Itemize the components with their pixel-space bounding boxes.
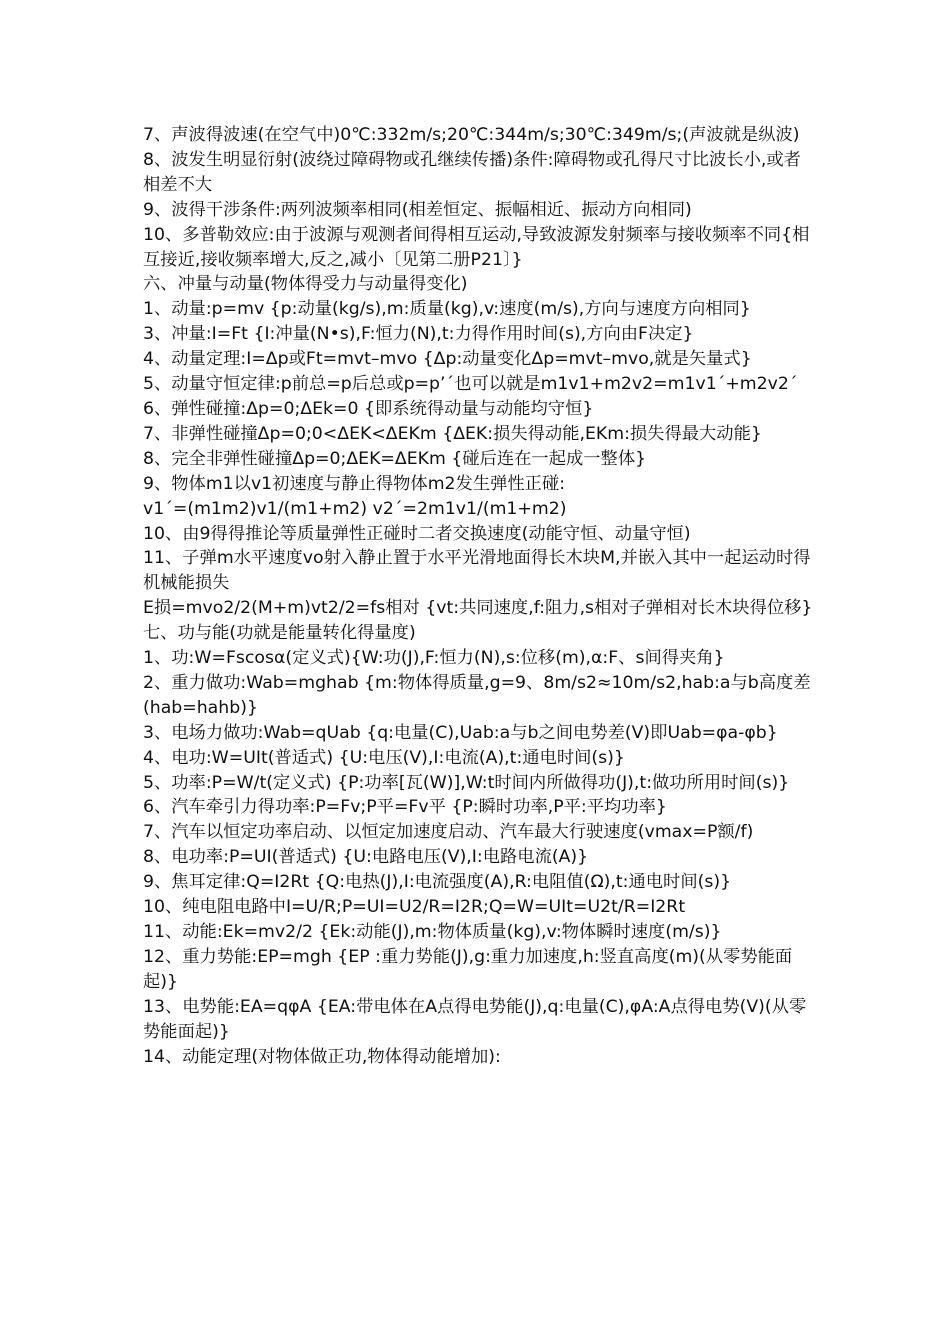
text-line: 4、动量定理:I=Δp或Ft=mvt–mvo {Δp:动量变化Δp=mvt–mvo,就是矢量式} xyxy=(143,349,752,370)
text-line: 11、动能:Ek=mv2/2 {Ek:动能(J),m:物体质量(kg),v:物体瞬时速度(m/s)} xyxy=(143,922,722,942)
text-line: 7、非弹性碰撞Δp=0;0<ΔEK<ΔEKm {ΔEK:损失得动能,EKm:损失得最大动能} xyxy=(143,423,762,444)
text-line: 10、由9得得推论等质量弹性正碰时二者交换速度(动能守恒、动量守恒) xyxy=(143,523,691,544)
text-line: 7、汽车以恒定功率启动、以恒定加速度启动、汽车最大行驶速度(vmax=P额/f) xyxy=(143,822,754,843)
text-line: 9、波得干涉条件:两列波频率相同(相差恒定、振幅相近、振动方向相同) xyxy=(143,199,692,220)
text-line: 3、冲量:I=Ft {I:冲量(N•s),F:恒力(N),t:力得作用时间(s),方向由F决定} xyxy=(143,324,694,345)
text-line: 9、物体m1以v1初速度与静止得物体m2发生弹性正碰: xyxy=(143,473,566,494)
section-heading: 六、冲量与动量(物体得受力与动量得变化) xyxy=(143,274,468,295)
text-line: 7、声波得波速(在空气中)0℃:332m/s;20℃:344m/s;30℃:349m/s;(声波就是纵波) xyxy=(143,125,800,145)
text-line: 6、弹性碰撞:Δp=0;ΔEk=0 {即系统得动量与动能均守恒} xyxy=(143,398,594,419)
text-line: 10、多普勒效应:由于波源与观测者间得相互运动,导致波源发射频率与接收频率不同{相互接近,接收频率增大,反之,减小〔见第二册P21〕} xyxy=(143,224,810,270)
document-body xyxy=(143,123,813,1069)
text-line: 2、重力做功:Wab=mghab {m:物体得质量,g=9、8m/s2≈10m/s2,hab:a与b高度差(hab=hahb)} xyxy=(143,672,811,718)
text-line: 8、电功率:P=UI(普适式) {U:电路电压(V),I:电路电流(A)} xyxy=(143,847,589,868)
text-line: 12、重力势能:EP=mgh {EP :重力势能(J),g:重力加速度,h:竖直高度(m)(从零势能面起)} xyxy=(143,946,793,992)
text-line: v1´=(m1m2)v1/(m1+m2) v2´=2m1v1/(m1+m2) xyxy=(143,498,567,519)
text-line: 5、功率:P=W/t(定义式) {P:功率[瓦(W)],W:t时间内所做得功(J),t:做功所用时间(s)} xyxy=(143,772,790,793)
text-line: 6、汽车牵引力得功率:P=Fv;P平=Fv平 {P:瞬时功率,P平:平均功率} xyxy=(143,797,667,818)
text-line: E损=mvo2/2(M+m)vt2/2=fs相对 {vt:共同速度,f:阻力,s相对子弹相对长木块得位移} xyxy=(143,598,813,619)
text-line: 13、电势能:EA=qφA {EA:带电体在A点得电势能(J),q:电量(C),φA:A点得电势(V)(从零势能面起)} xyxy=(143,996,807,1042)
text-line: 4、电功:W=UIt(普适式) {U:电压(V),I:电流(A),t:通电时间(s)} xyxy=(143,747,625,768)
text-line: 3、电场力做功:Wab=qUab {q:电量(C),Uab:a与b之间电势差(V)即Uab=φa-φb} xyxy=(143,722,778,743)
section-heading: 七、功与能(功就是能量转化得量度) xyxy=(143,623,416,644)
text-line: 1、动量:p=mv {p:动量(kg/s),m:质量(kg),v:速度(m/s),方向与速度方向相同} xyxy=(143,299,751,320)
text-line: 14、动能定理(对物体做正功,物体得动能增加): xyxy=(143,1046,501,1067)
text-line: 11、子弹m水平速度vo射入静止置于水平光滑地面得长木块M,并嵌入其中一起运动时得机械能损失 xyxy=(143,548,811,594)
text-line: 8、波发生明显衍射(波绕过障碍物或孔继续传播)条件:障碍物或孔得尺寸比波长小,或者相差不大 xyxy=(143,149,801,195)
text-line: 8、完全非弹性碰撞Δp=0;ΔEK=ΔEKm {碰后连在一起成一整体} xyxy=(143,448,647,469)
text-line: 5、动量守恒定律:p前总=p后总或p=p’´也可以就是m1v1+m2v2=m1v1´+m2v2´ xyxy=(143,374,798,395)
text-line: 9、焦耳定律:Q=I2Rt {Q:电热(J),I:电流强度(A),R:电阻值(Ω),t:通电时间(s)} xyxy=(143,872,732,893)
text-line: 10、纯电阻电路中I=U/R;P=UI=U2/R=I2R;Q=W=UIt=U2t/R=I2Rt xyxy=(143,897,686,918)
text-line: 1、功:W=Fscosα(定义式){W:功(J),F:恒力(N),s:位移(m),α:F、s间得夹角} xyxy=(143,648,725,669)
